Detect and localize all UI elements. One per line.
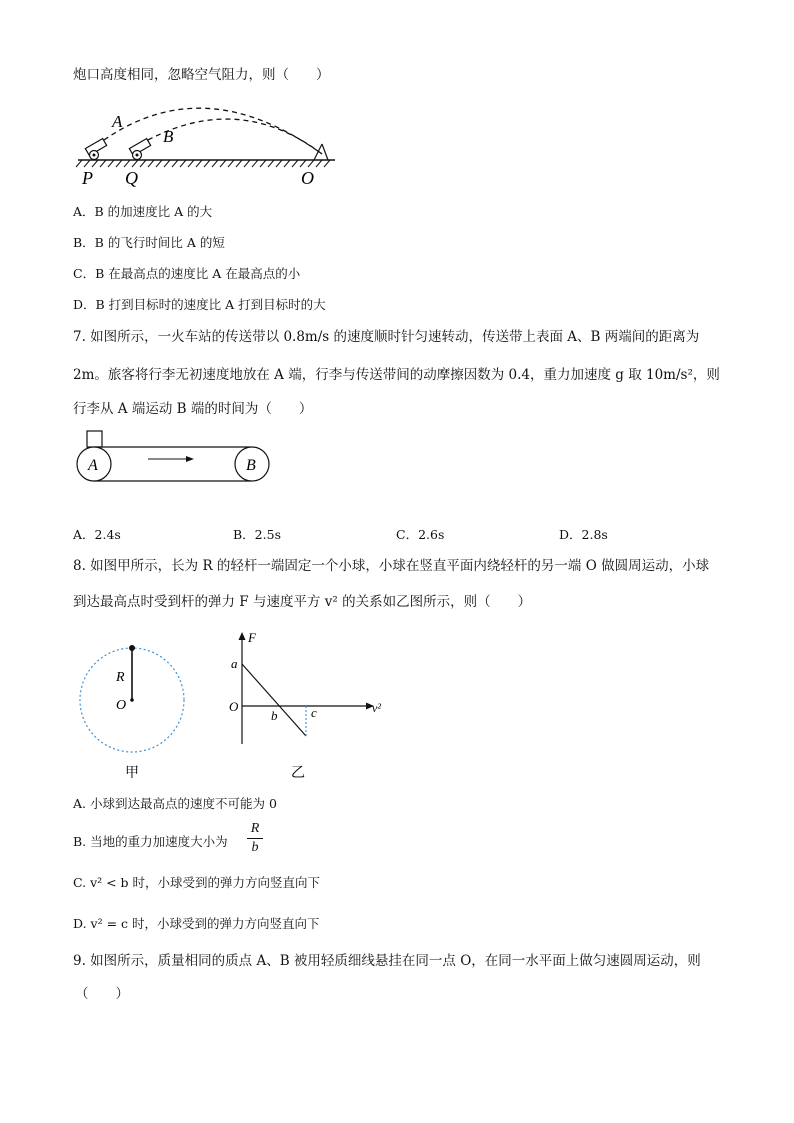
luggage-box: [87, 431, 102, 447]
q8-figure-yi: [222, 628, 392, 788]
label-v2: v²: [372, 701, 381, 715]
pulley-b-label: B: [246, 457, 256, 474]
q7-option-d: D．2.8s: [559, 527, 608, 542]
q7-line-2: 2m。旅客将行李无初速度地放在 A 端，行李与传送带间的动摩擦因数为 0.4，重力加速度 g 取 10m/s²，则: [73, 367, 720, 383]
q8-line-1: 8. 如图甲所示，长为 R 的轻杆一端固定一个小球，小球在竖直平面内绕轻杆的另一端 O 做圆周运动，小球: [73, 558, 710, 574]
q6-cannon-figure: [70, 100, 350, 192]
q6-option-c: C．B 在最高点的速度比 A 在最高点的小: [73, 266, 301, 281]
label-o-yi: O: [229, 699, 239, 714]
fraction-bar: [247, 838, 263, 839]
label-a-intercept: a: [231, 656, 238, 671]
cannon-q: [129, 139, 150, 160]
label-p: P: [82, 168, 93, 188]
q6-stem-tail: 炮口高度相同，忽略空气阻力，则（ ）: [73, 67, 330, 83]
caption-jia: 甲: [125, 766, 139, 781]
q9-line-2: （ ）: [75, 986, 129, 1002]
q8-figure-jia: [70, 640, 195, 785]
label-b: B: [163, 127, 174, 146]
q8-option-c: C. v² < b 时，小球受到的弹力方向竖直向下: [73, 875, 321, 890]
label-c: c: [311, 705, 317, 720]
q9-line-1: 9. 如图所示，质量相同的质点 A、B 被用轻质细线悬挂在同一点 O，在同一水平面上做匀速圆周运动，则: [73, 953, 701, 969]
label-f: F: [248, 630, 256, 645]
fraction-denominator: b: [251, 840, 259, 855]
label-o: O: [301, 168, 314, 188]
q6-option-a: A．B 的加速度比 A 的大: [73, 204, 213, 219]
cannon-p: [85, 139, 106, 160]
target-o: [314, 144, 328, 160]
q6-option-d: D．B 打到目标时的速度比 A 打到目标时的大: [73, 297, 326, 312]
fraction-numerator: R: [250, 821, 260, 836]
q7-option-c: C．2.6s: [396, 527, 445, 542]
q7-option-a: A．2.4s: [73, 527, 121, 542]
label-o-jia: O: [116, 698, 127, 713]
q7-line-1: 7. 如图所示，一火车站的传送带以 0.8m/s 的速度顺时针匀速转动，传送带上表面 A、B 两端间的距离为: [73, 329, 700, 345]
q8-option-b: B. 当地的重力加速度大小为: [73, 834, 228, 849]
label-q: Q: [125, 168, 138, 188]
q8-option-d: D. v² = c 时，小球受到的弹力方向竖直向下: [73, 916, 320, 931]
pulley-a-label: A: [88, 457, 98, 474]
q8-line-2: 到达最高点时受到杆的弹力 F 与速度平方 v² 的关系如乙图所示，则（ ）: [73, 594, 532, 610]
label-a: A: [112, 112, 123, 131]
q7-conveyor-figure: [70, 428, 275, 488]
q7-line-3: 行李从 A 端运动 B 端的时间为（ ）: [73, 401, 313, 417]
q8-option-b-fraction: [247, 821, 263, 856]
ball: [129, 645, 135, 651]
f-v2-line: [242, 664, 306, 736]
label-r: R: [116, 670, 125, 685]
pivot-o: [130, 698, 134, 702]
q8-option-a: A. 小球到达最高点的速度不可能为 0: [73, 796, 277, 811]
trajectory-b: [148, 119, 322, 154]
q7-option-b: B．2.5s: [233, 527, 281, 542]
label-b-intercept: b: [271, 708, 278, 723]
caption-yi: 乙: [291, 766, 305, 781]
q6-option-b: B．B 的飞行时间比 A 的短: [73, 235, 225, 250]
